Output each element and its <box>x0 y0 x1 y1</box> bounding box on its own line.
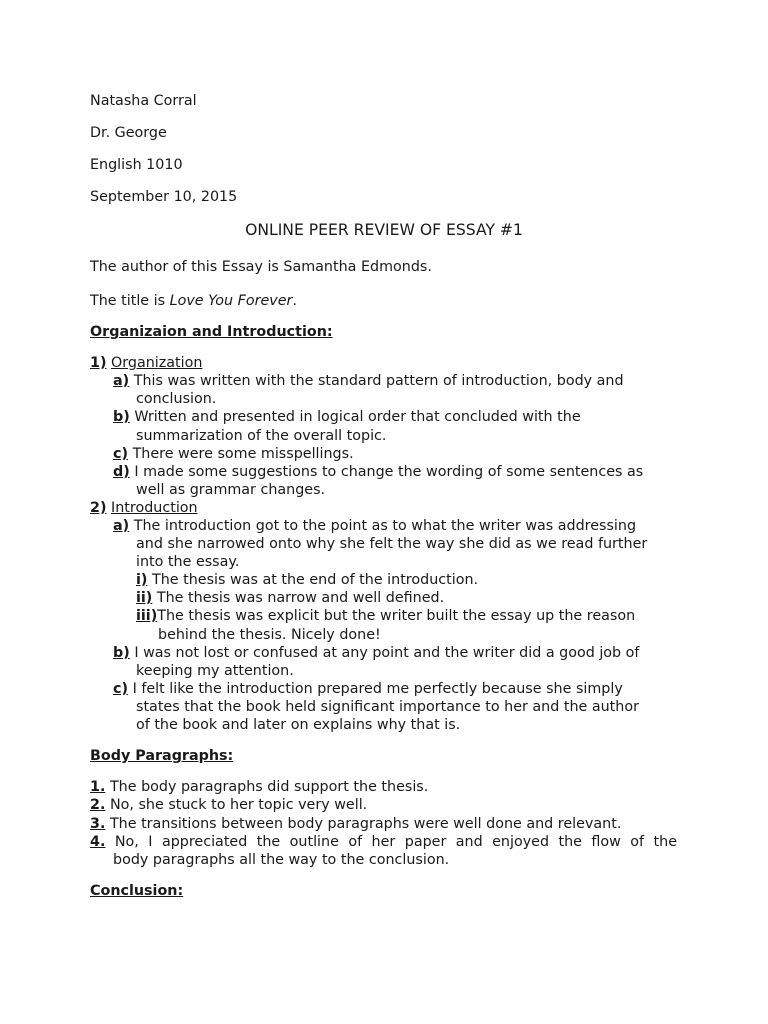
sub-item-text: I felt like the introduction prepared me perfectly because she simply <box>132 681 623 697</box>
student-name: Natasha Corral <box>90 93 197 109</box>
sub-item-text-cont: into the essay. <box>136 554 240 570</box>
instructor-name: Dr. George <box>90 125 167 141</box>
sub-sub-item-i <box>136 571 478 589</box>
sub-item-b <box>113 408 581 426</box>
sub-item-text: Written and presented in logical order that concluded with the <box>134 409 581 425</box>
body-item-text: No, I appreciated the outline of her paper and enjoyed the flow of the <box>114 834 677 850</box>
sub-sub-item-ii <box>136 589 444 607</box>
document-title: ONLINE PEER REVIEW OF ESSAY #1 <box>245 221 523 239</box>
list-marker: b) <box>113 645 130 661</box>
body-item-text: No, she stuck to her topic very well. <box>109 797 368 813</box>
sub-item-text: This was written with the standard pattern of introduction, body and <box>133 373 624 389</box>
list-item-introduction <box>90 499 198 517</box>
list-marker: ii) <box>136 590 153 606</box>
document-date: September 10, 2015 <box>90 189 238 205</box>
sub-item-a <box>113 372 624 390</box>
list-marker: 3. <box>90 816 106 832</box>
section-heading-conclusion: Conclusion: <box>90 883 184 899</box>
body-item-4 <box>90 833 677 851</box>
body-item-2 <box>90 796 367 814</box>
sub-item-a <box>113 517 636 535</box>
course-name: English 1010 <box>90 157 183 173</box>
list-marker: 1) <box>90 355 107 371</box>
sub-item-b <box>113 644 639 662</box>
list-marker: 1. <box>90 779 106 795</box>
list-marker: 2. <box>90 797 106 813</box>
list-marker: 4. <box>90 834 106 850</box>
list-marker: b) <box>113 409 130 425</box>
essay-title-prefix: The title is <box>90 293 170 309</box>
body-item-text: The body paragraphs did support the thesis. <box>109 779 429 795</box>
sub-sub-item-text: The thesis was narrow and well defined. <box>156 590 445 606</box>
author-line: The author of this Essay is Samantha Edmonds. <box>90 259 432 275</box>
list-item-label: Organization <box>111 355 203 371</box>
sub-item-text-cont: keeping my attention. <box>136 663 294 679</box>
body-item-text-cont: body paragraphs all the way to the conclusion. <box>113 852 450 868</box>
sub-item-text-cont: summarization of the overall topic. <box>136 428 387 444</box>
sub-item-c <box>113 445 354 463</box>
list-marker: c) <box>113 681 129 697</box>
sub-item-c <box>113 680 623 698</box>
sub-item-d <box>113 463 643 481</box>
list-marker: a) <box>113 518 130 534</box>
list-item-organization <box>90 354 202 372</box>
list-marker: d) <box>113 464 130 480</box>
sub-sub-item-text-cont: behind the thesis. Nicely done! <box>158 627 381 643</box>
body-item-1 <box>90 778 428 796</box>
body-item-3 <box>90 815 621 833</box>
sub-item-text-cont: and she narrowed onto why she felt the way she did as we read further <box>136 536 648 552</box>
list-marker: 2) <box>90 500 107 516</box>
sub-item-text: There were some misspellings. <box>132 446 354 462</box>
body-item-text: The transitions between body paragraphs were well done and relevant. <box>109 816 622 832</box>
sub-item-text-cont: of the book and later on explains why that is. <box>136 717 461 733</box>
sub-item-text-cont: well as grammar changes. <box>136 482 326 498</box>
list-item-label: Introduction <box>111 500 198 516</box>
sub-sub-item-iii <box>136 607 635 625</box>
list-marker: a) <box>113 373 130 389</box>
section-heading-body: Body Paragraphs: <box>90 748 234 764</box>
sub-item-text-cont: states that the book held significant importance to her and the author <box>136 699 639 715</box>
essay-title-book: Love You Forever <box>169 293 293 309</box>
list-marker: i) <box>136 572 148 588</box>
essay-title-line <box>90 292 297 310</box>
section-heading-organization: Organizaion and Introduction: <box>90 324 333 340</box>
sub-sub-item-text: The thesis was explicit but the writer built the essay up the reason <box>157 608 636 624</box>
sub-item-text: I made some suggestions to change the wording of some sentences as <box>134 464 644 480</box>
sub-item-text: The introduction got to the point as to what the writer was addressing <box>133 518 637 534</box>
essay-title-suffix: . <box>292 293 297 309</box>
list-marker: c) <box>113 446 129 462</box>
sub-item-text: I was not lost or confused at any point and the writer did a good job of <box>134 645 640 661</box>
list-marker: iii) <box>136 608 158 624</box>
sub-item-text-cont: conclusion. <box>136 391 217 407</box>
sub-sub-item-text: The thesis was at the end of the introduction. <box>151 572 479 588</box>
